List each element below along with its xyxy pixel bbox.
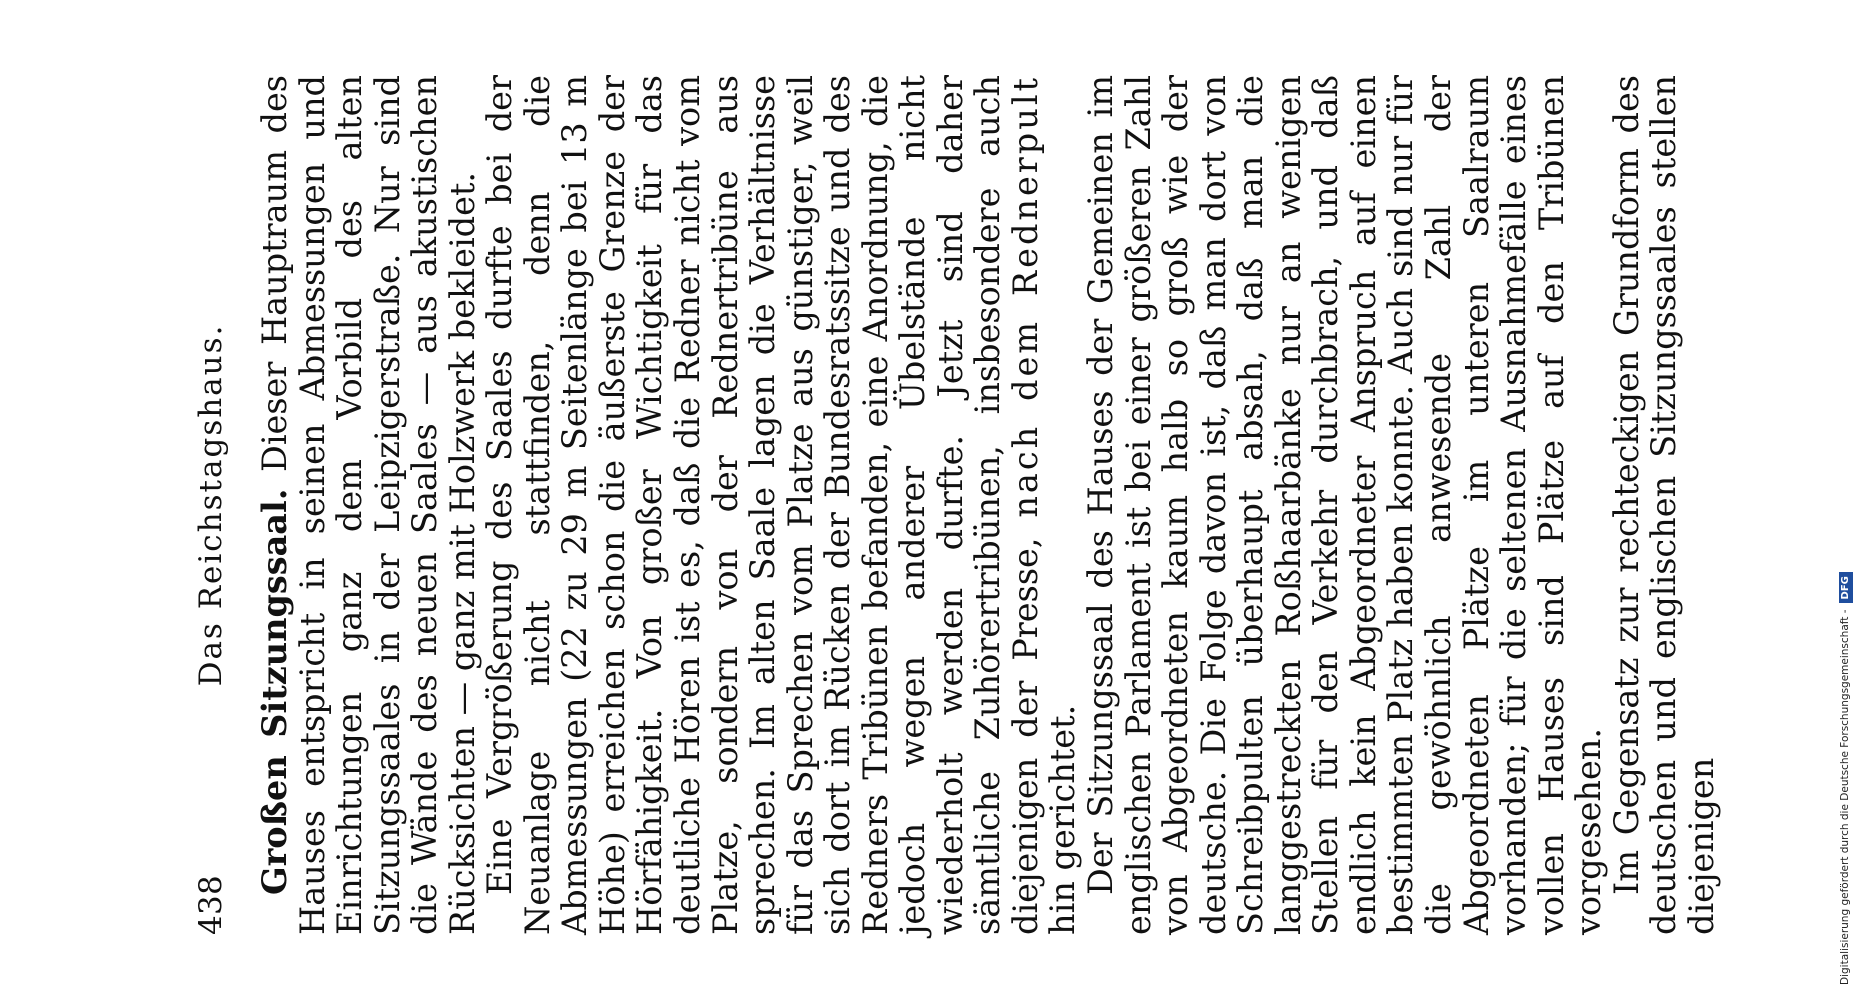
paragraph-4-text: Im Gegensatz zur rechteckigen Grundform des deutschen und englischen Sitzungssaales stellen diejenigen bbox=[1606, 75, 1721, 935]
paragraph-2-tail: hin gerichtet. bbox=[1043, 704, 1083, 935]
spaced-phrase: nach dem Rednerpult bbox=[1005, 75, 1045, 518]
paragraph-3-text: Der Sitzungssaal des Hauses der Gemeinen im englischen Parlament ist bei einer größeren Zahl von Abgeordneten kaum halb so groß wie der deutsche. Die Folge davon ist, daß man dort von Schreibpulten überhaupt absah, daß man die langgestreckten Roßhaarbänke nur an wenigen Stellen für den Verkehr durchbrach, und daß endlich kein Abgeordneter Anspruch auf einen bestimmten Platz haben konnte. Auch sind nur für die gewöhnlich anwesende Zahl der Abgeordneten Plätze im unteren Saalraum vorhanden; für die seltenen Ausnahmefälle eines vollen Hauses sind Plätze auf den Tribünen vorgesehen. bbox=[1081, 75, 1609, 935]
dfg-logo: DFG bbox=[1839, 572, 1853, 603]
paragraph-2-text: Eine Vergrößerung des Saales durfte bei der Neuanlage nicht stattfinden, denn die Abmessungen (22 zu 29 m Seitenlänge bei 13 m Höhe) erreichen schon die äußerste Grenze der Hörfähigkeit. Von großer Wichtigkeit für das deutliche Hören ist es, daß die Redner nicht vom Platze, sondern von der Rednertribüne aus sprechen. Im alten Saale lagen die Verhältnisse für das Sprechen vom Platze aus günstiger, weil sich dort im Rücken der Bundesratssitze und des Redners Tribünen befanden, eine Anordnung, die jedoch wegen anderer Übelstände nicht wiederholt werden durfte. Jetzt sind daher sämtliche Zuhörertribünen, insbesondere auch diejenigen der Presse, bbox=[480, 75, 1045, 935]
paragraph-3 bbox=[1082, 75, 1608, 935]
paragraph-4 bbox=[1608, 75, 1721, 935]
page-number: 438 bbox=[193, 874, 229, 935]
credit-text: Digitalisierung gefördert durch die Deutsche Forschungsgemeinschaft - bbox=[1839, 609, 1851, 985]
rotated-text-block bbox=[190, 75, 1721, 935]
body-text bbox=[256, 75, 1720, 935]
paragraph-2 bbox=[481, 75, 1082, 935]
paragraph-1-text: Dieser Hauptraum des Hauses entspricht in seinen Abmessungen und Einrichtungen ganz dem Vorbild des alten Sitzungssaales in der Leipzigerstraße. Nur sind die Wände des neuen Saales — aus akustischen Rücksichten — ganz mit Holzwerk bekleidet. bbox=[255, 75, 482, 935]
digitization-credit bbox=[1838, 25, 1853, 985]
running-title: Das Reichstagshaus. bbox=[193, 323, 229, 687]
paragraph-1 bbox=[256, 75, 481, 935]
section-heading: Großen Sitzungssaal. bbox=[255, 488, 294, 895]
running-head bbox=[190, 75, 242, 935]
